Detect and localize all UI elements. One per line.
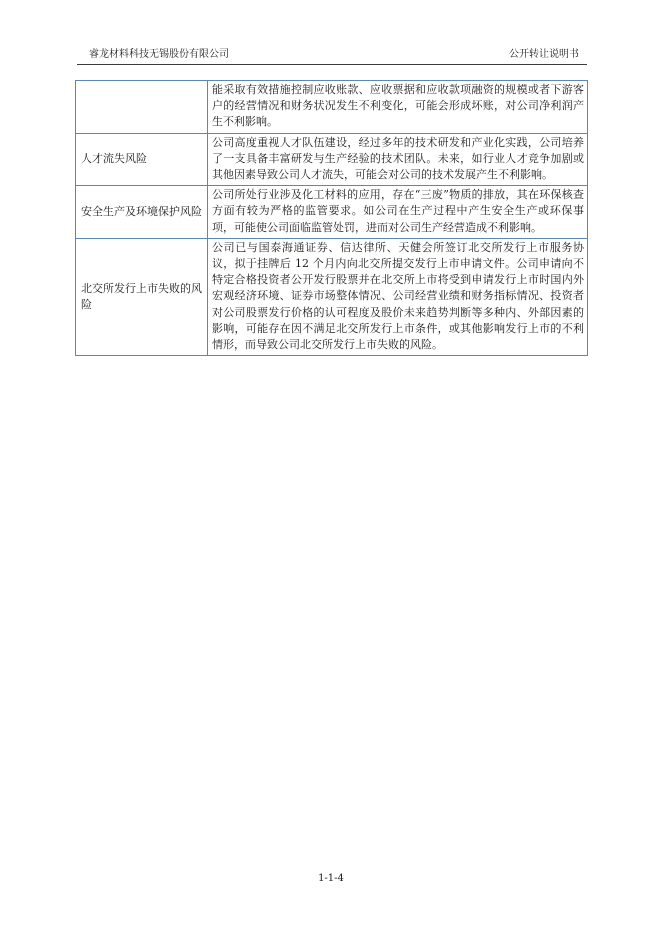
risk-description: 公司已与国泰海通证券、信达律所、天健会所签订北交所发行上市服务协议，拟于挂牌后 12 个月内向北交所提交发行上市申请文件。公司申请向不特定合格投资者公开发行股票并在北交所上市将受到申请发行上市时国内外宏观经济环境、证券市场整体情况、公司经营业绩和财务指标情况、投资者对公司股票发行价格的认可程度及股价未来趋势判断等多种内、外部因素的影响，可能存在因不满足北交所发行上市条件，或其他影响发行上市的不利情形，而导致公司北交所发行上市失败的风险。 xyxy=(208,238,588,355)
risk-name: 安全生产及环境保护风险 xyxy=(76,186,208,239)
risk-row xyxy=(76,133,588,186)
risk-description: 公司高度重视人才队伍建设，经过多年的技术研发和产业化实践，公司培养了一支具备丰富研发与生产经验的技术团队。未来，如行业人才竞争加剧或其他因素导致公司人才流失，可能会对公司的技术发展产生不利影响。 xyxy=(208,133,588,186)
risk-row xyxy=(76,186,588,239)
risk-row xyxy=(76,238,588,355)
risk-table xyxy=(75,80,588,356)
risk-description: 能采取有效措施控制应收账款、应收票据和应收款项融资的规模或者下游客户的经营情况和财务状况发生不利变化，可能会形成坏账，对公司净利润产生不利影响。 xyxy=(208,81,588,134)
risk-row xyxy=(76,81,588,134)
risk-description: 公司所处行业涉及化工材料的应用，存在“三废”物质的排放，其在环保核查方面有较为严格的监管要求。如公司在生产过程中产生安全生产或环保事项，可能使公司面临监管处罚，进而对公司生产经营造成不利影响。 xyxy=(208,186,588,239)
header-divider xyxy=(77,64,587,65)
page-number: 1-1-4 xyxy=(318,873,344,884)
risk-name xyxy=(76,81,208,134)
page-header xyxy=(77,46,587,64)
company-name: 睿龙材料科技无锡股份有限公司 xyxy=(89,49,229,60)
risk-name: 北交所发行上市失败的风险 xyxy=(76,238,208,355)
document-title: 公开转让说明书 xyxy=(509,49,579,60)
risk-name: 人才流失风险 xyxy=(76,133,208,186)
